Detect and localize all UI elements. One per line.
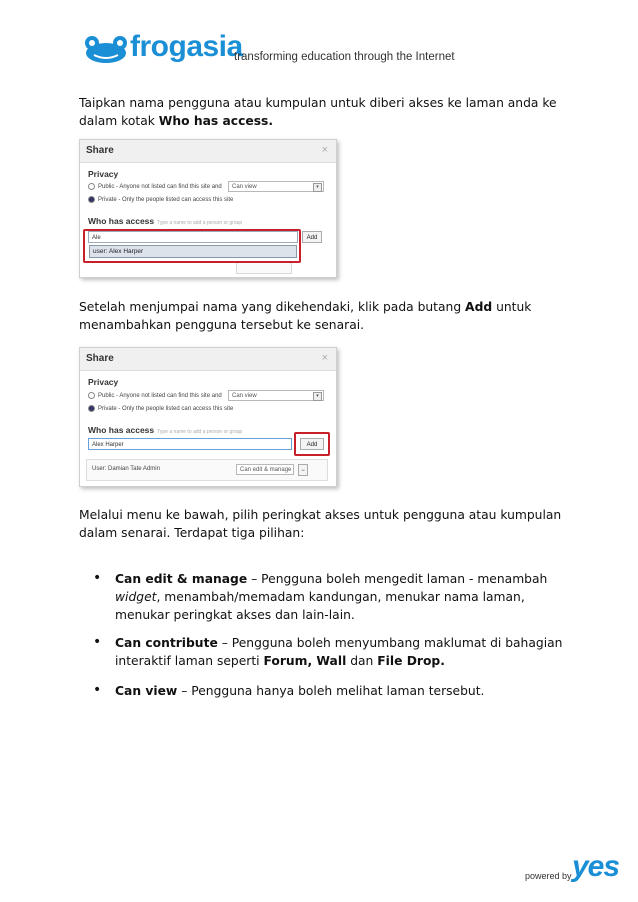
who-label-text: Who has access [88,425,155,435]
who-hint: Type a name to add a person or group [157,220,243,226]
radio-icon[interactable] [88,183,95,190]
bullet-text: – Pengguna hanya boleh melihat laman tersebut. [177,684,485,698]
public-option[interactable] [88,392,222,399]
bullet-icon: • [93,682,102,698]
powered-by-text: powered by [525,871,572,881]
instruction-paragraph-3: Melalui menu ke bawah, pilih peringkat akses untuk pengguna atau kumpulan dalam senarai. Terdapat tiga pilihan: [79,508,562,540]
dialog-title: Share [86,353,114,364]
private-option-label: Private - Only the people listed can access this site [98,406,234,413]
public-permission-select[interactable] [228,181,324,192]
bullet-item-contribute [115,634,575,670]
bullet-bold-forum-wall: Forum, Wall [263,654,347,668]
autocomplete-suggestion[interactable]: user: Alex Harper [89,245,297,258]
remove-user-button[interactable]: − [298,464,308,476]
frog-logo-icon [82,36,130,64]
close-icon[interactable]: × [321,144,328,156]
private-option-label: Private - Only the people listed can access this site [98,197,234,204]
para1-bold: Who has access. [158,114,274,128]
bullet-item-view [115,682,575,700]
public-option-label: Public - Anyone not listed can find this site and [98,184,222,191]
who-has-access-input[interactable]: Alex Harper [88,438,292,450]
dialog-header [80,348,336,371]
close-icon[interactable]: × [321,352,328,364]
add-button-highlight-box [294,432,330,456]
para2-text1: Setelah menjumpai nama yang dikehendaki, klik pada butang [79,300,466,314]
public-option-label: Public - Anyone not listed can find this site and [98,393,222,400]
privacy-label: Privacy [88,377,119,387]
private-option[interactable] [88,405,233,412]
who-has-access-label [88,425,242,435]
dropdown-arrow-icon: ▾ [313,183,322,192]
privacy-label: Privacy [88,169,119,179]
highlight-box [83,229,301,263]
bullet-italic: widget [115,590,157,604]
user-row-name: User: Damian Tate Admin [92,466,160,472]
instruction-paragraph-2 [79,298,569,334]
share-dialog-screenshot-1 [79,139,337,278]
bullet-icon: • [93,570,102,586]
who-hint: Type a name to add a person or group [157,429,243,435]
para1-text: Taipkan nama pengguna atau kumpulan untuk diberi akses ke laman anda ke dalam kotak [79,96,557,128]
share-dialog-screenshot-2 [79,347,337,487]
add-button[interactable]: Add [302,231,322,243]
bullet-item-edit-manage [115,570,575,624]
radio-selected-icon[interactable] [88,196,95,203]
radio-selected-icon[interactable] [88,405,95,412]
para2-text2: untuk menambahkan pengguna tersebut ke senarai. [79,300,532,332]
select-value: Can view [232,393,257,399]
bullet-text-and: dan [346,654,378,668]
public-permission-select[interactable] [228,390,324,401]
bullet-term: Can contribute [115,636,218,650]
radio-icon[interactable] [88,392,95,399]
bullet-text: – Pengguna boleh menyumbang maklumat di bahagian interaktif laman seperti [115,636,563,668]
who-has-access-input[interactable]: Ale [88,231,298,243]
brand-logo-text: frogasia [130,30,243,63]
yes-logo-text: yes [572,850,620,883]
add-button[interactable]: Add [300,438,324,450]
who-label-text: Who has access [88,216,155,226]
bullet-bold-file-drop: File Drop. [377,654,445,668]
partially-hidden-permission [236,262,292,274]
dialog-title: Share [86,145,114,156]
bullet-term: Can edit & manage [115,572,248,586]
dropdown-arrow-icon: ▾ [313,392,322,401]
tagline: transforming education through the Internet [234,51,455,63]
who-has-access-label [88,216,242,226]
dialog-header [80,140,336,163]
private-option[interactable] [88,196,233,203]
bullet-icon: • [93,634,102,650]
bullet-text: – Pengguna boleh mengedit laman - menambah [247,572,548,586]
select-value: Can view [232,184,257,190]
bullet-term: Can view [115,684,178,698]
para2-bold: Add [465,300,493,314]
instruction-paragraph-1 [79,94,569,130]
bullet-text-cont: , menambah/memadam kandungan, menukar nama laman, menukar peringkat akses dan lain-lain. [115,590,525,622]
public-option[interactable] [88,183,222,190]
user-permission-select[interactable]: Can edit & manage [236,464,294,475]
